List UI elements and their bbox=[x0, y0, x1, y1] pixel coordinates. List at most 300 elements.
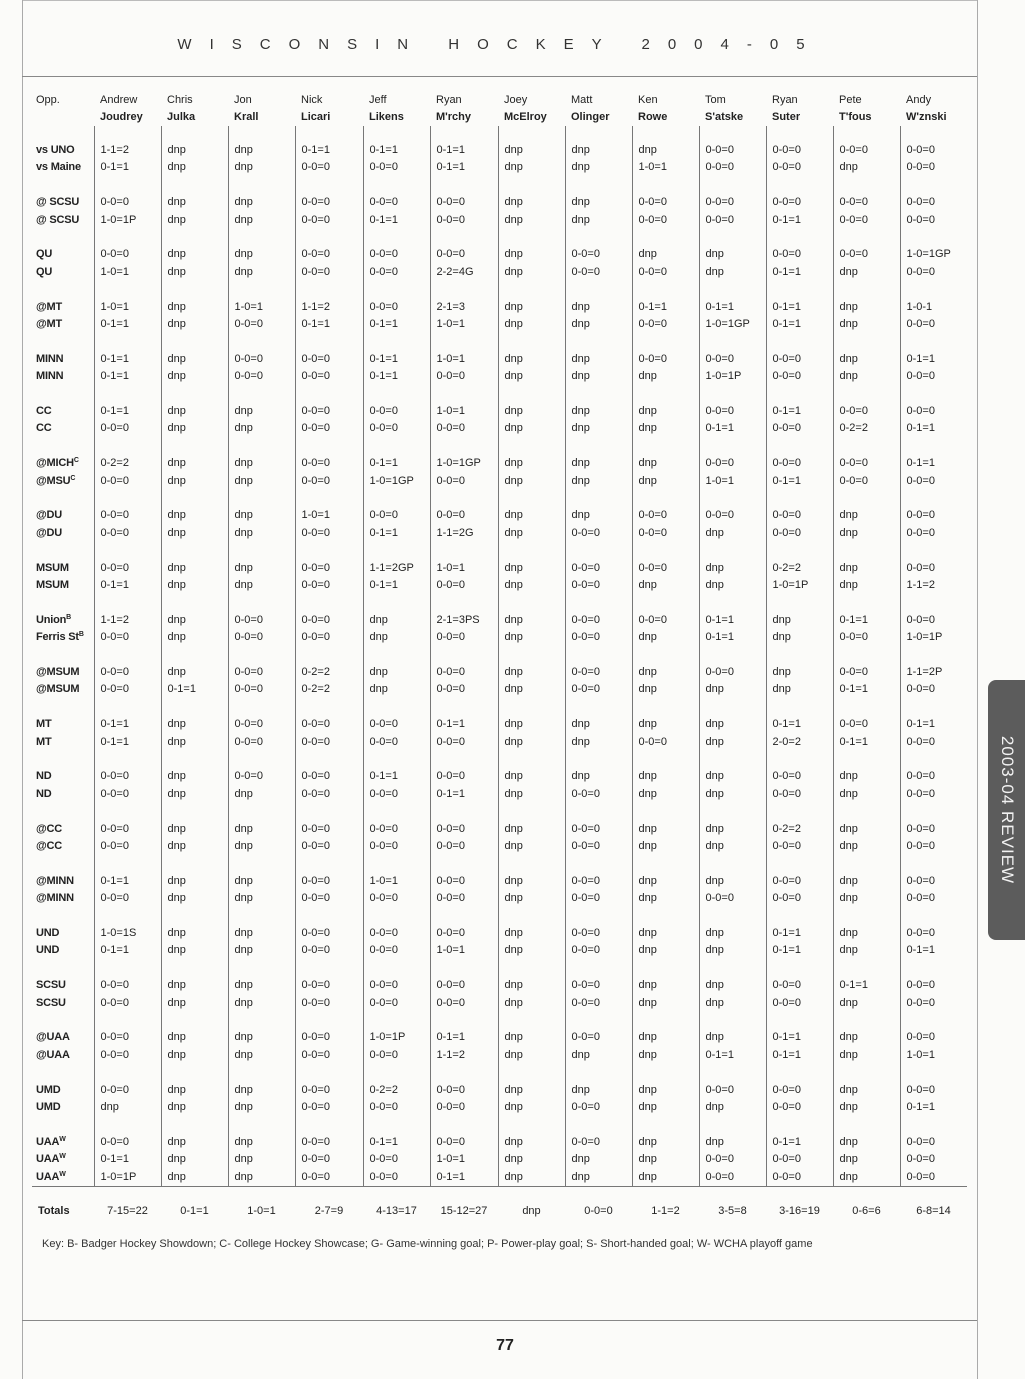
stat-cell: 1-0=1GP bbox=[430, 455, 498, 472]
header-player-first-name: Nick bbox=[301, 94, 323, 106]
opponent-cell bbox=[32, 995, 94, 1012]
stat-cell: 0-1=1 bbox=[363, 142, 430, 159]
opponent-name: @DU bbox=[36, 526, 63, 539]
group-spacer bbox=[32, 594, 967, 611]
stat-cell: 0-0=0 bbox=[565, 1099, 632, 1116]
stat-cell: 0-0=0 bbox=[900, 1029, 967, 1046]
opponent-cell bbox=[32, 299, 94, 316]
stat-cell: 1-1=2P bbox=[900, 664, 967, 681]
stat-cell: 0-0=0 bbox=[565, 577, 632, 594]
stat-cell: dnp bbox=[161, 821, 228, 838]
group-spacer bbox=[32, 490, 967, 507]
stat-cell: dnp bbox=[833, 368, 900, 385]
stat-cell: dnp bbox=[228, 403, 295, 420]
stat-cell: dnp bbox=[699, 838, 766, 855]
stat-cell: dnp bbox=[498, 577, 565, 594]
group-spacer bbox=[32, 1012, 967, 1029]
opponent-name: @MSU bbox=[36, 474, 71, 487]
stat-cell: dnp bbox=[161, 1029, 228, 1046]
stat-cell: dnp bbox=[833, 351, 900, 368]
opponent-name: @MICH bbox=[36, 457, 74, 470]
stat-cell: 0-0=0 bbox=[295, 1151, 363, 1168]
header-player-last-name: McElroy bbox=[504, 111, 547, 123]
stat-cell: dnp bbox=[699, 577, 766, 594]
stat-cell: dnp bbox=[161, 194, 228, 211]
stat-cell: 1-1=2GP bbox=[363, 560, 430, 577]
stat-cell: dnp bbox=[833, 1151, 900, 1168]
stat-cell: 1-0-1 bbox=[900, 299, 967, 316]
page-border-left bbox=[22, 0, 23, 1379]
opponent-cell bbox=[32, 316, 94, 333]
table-row bbox=[32, 525, 967, 542]
stat-cell: 0-0=0 bbox=[900, 159, 967, 176]
table-row bbox=[32, 681, 967, 698]
stat-cell: 0-0=0 bbox=[363, 194, 430, 211]
stat-cell: 0-0=0 bbox=[295, 977, 363, 994]
stat-cell: 0-0=0 bbox=[565, 560, 632, 577]
stat-cell: 0-0=0 bbox=[900, 212, 967, 229]
stat-cell: 1-0=1 bbox=[94, 264, 161, 281]
opponent-name: @ SCSU bbox=[36, 213, 80, 226]
group-spacer bbox=[32, 229, 967, 246]
stat-cell: 0-0=0 bbox=[900, 368, 967, 385]
stat-cell: 0-0=0 bbox=[766, 1151, 833, 1168]
stat-cell: 0-0=0 bbox=[900, 821, 967, 838]
stat-cell: dnp bbox=[228, 577, 295, 594]
stat-cell: 0-0=0 bbox=[363, 264, 430, 281]
stat-cell: 0-1=1 bbox=[900, 420, 967, 437]
stat-cell: dnp bbox=[228, 977, 295, 994]
stat-cell: dnp bbox=[161, 351, 228, 368]
header-player-first-name: Joey bbox=[504, 94, 528, 106]
stat-cell: 0-0=0 bbox=[94, 786, 161, 803]
stat-cell: dnp bbox=[161, 560, 228, 577]
stat-cell: dnp bbox=[498, 664, 565, 681]
total-cell: dnp bbox=[498, 1187, 565, 1221]
stat-cell: 0-0=0 bbox=[94, 768, 161, 785]
stat-cell: dnp bbox=[228, 420, 295, 437]
stat-cell: dnp bbox=[228, 142, 295, 159]
stat-cell: 0-0=0 bbox=[295, 629, 363, 646]
stat-cell: dnp bbox=[833, 560, 900, 577]
game-note-marker: W bbox=[59, 1153, 66, 1161]
stat-cell: dnp bbox=[699, 786, 766, 803]
stat-cell: 1-1=2 bbox=[900, 577, 967, 594]
stat-cell: 1-0=1 bbox=[430, 1151, 498, 1168]
stat-cell: dnp bbox=[833, 1169, 900, 1187]
total-cell: 3-16=19 bbox=[766, 1187, 833, 1221]
stat-cell: 0-0=0 bbox=[295, 995, 363, 1012]
stat-cell: dnp bbox=[833, 159, 900, 176]
stat-cell: 0-0=0 bbox=[833, 473, 900, 490]
stat-cell: dnp bbox=[161, 786, 228, 803]
stat-cell: 0-0=0 bbox=[766, 420, 833, 437]
opponent-cell bbox=[32, 716, 94, 733]
header-player-last-name: Julka bbox=[167, 111, 196, 123]
stat-cell: dnp bbox=[498, 403, 565, 420]
stat-cell: dnp bbox=[161, 873, 228, 890]
stat-cell: dnp bbox=[363, 612, 430, 629]
table-row bbox=[32, 194, 967, 211]
stat-cell: dnp bbox=[498, 351, 565, 368]
group-spacer bbox=[32, 908, 967, 925]
stat-cell: dnp bbox=[498, 507, 565, 524]
stat-cell: dnp bbox=[498, 629, 565, 646]
stat-cell: 0-0=0 bbox=[228, 612, 295, 629]
opponent-name: QU bbox=[36, 248, 53, 261]
stat-cell: dnp bbox=[498, 246, 565, 263]
stat-cell: 0-0=0 bbox=[228, 768, 295, 785]
stat-cell: dnp bbox=[161, 925, 228, 942]
stat-cell: 0-0=0 bbox=[900, 681, 967, 698]
stat-cell: 0-0=0 bbox=[430, 821, 498, 838]
stat-cell: 0-0=0 bbox=[900, 786, 967, 803]
stat-cell: 0-0=0 bbox=[94, 525, 161, 542]
header-player-first-name: Pete bbox=[839, 94, 862, 106]
stat-cell: dnp bbox=[498, 1151, 565, 1168]
stat-cell: 0-0=0 bbox=[900, 873, 967, 890]
header-player-first-name: Chris bbox=[167, 94, 193, 106]
stat-cell: dnp bbox=[161, 212, 228, 229]
stat-cell: dnp bbox=[161, 977, 228, 994]
stat-cell: 0-0=0 bbox=[632, 264, 699, 281]
stat-cell: dnp bbox=[161, 455, 228, 472]
table-row bbox=[32, 264, 967, 281]
stat-cell: 0-0=0 bbox=[94, 664, 161, 681]
stat-cell: 1-0=1 bbox=[699, 473, 766, 490]
stat-cell: dnp bbox=[228, 890, 295, 907]
group-spacer bbox=[32, 1116, 967, 1133]
table-row bbox=[32, 1047, 967, 1064]
stat-cell: dnp bbox=[498, 942, 565, 959]
stat-cell: dnp bbox=[699, 821, 766, 838]
stat-cell: 0-0=0 bbox=[699, 194, 766, 211]
stat-cell: 0-1=1 bbox=[94, 159, 161, 176]
opponent-name: @ SCSU bbox=[36, 196, 80, 209]
stat-cell: dnp bbox=[565, 473, 632, 490]
stat-cell: dnp bbox=[498, 1029, 565, 1046]
stat-cell: 0-0=0 bbox=[228, 734, 295, 751]
stat-cell: dnp bbox=[833, 1082, 900, 1099]
stat-cell: dnp bbox=[632, 368, 699, 385]
stat-cell: dnp bbox=[498, 821, 565, 838]
game-note-marker: W bbox=[59, 1135, 66, 1143]
opponent-cell bbox=[32, 1029, 94, 1046]
stat-cell: 0-0=0 bbox=[900, 142, 967, 159]
opponent-cell bbox=[32, 264, 94, 281]
stat-cell: 0-2=2 bbox=[766, 821, 833, 838]
stat-cell: dnp bbox=[565, 142, 632, 159]
stat-cell: 0-0=0 bbox=[94, 473, 161, 490]
stat-cell: 0-0=0 bbox=[699, 403, 766, 420]
stat-cell: 0-0=0 bbox=[94, 977, 161, 994]
opponent-name: @UAA bbox=[36, 1048, 70, 1061]
stat-cell: 0-1=1 bbox=[363, 768, 430, 785]
stat-cell: 0-0=0 bbox=[430, 577, 498, 594]
stat-cell: 0-0=0 bbox=[632, 507, 699, 524]
stat-cell: dnp bbox=[498, 212, 565, 229]
opponent-name: UAA bbox=[36, 1135, 60, 1148]
stat-cell: 0-0=0 bbox=[430, 1134, 498, 1151]
opponent-name: vs Maine bbox=[36, 161, 81, 174]
stat-cell: 0-0=0 bbox=[565, 786, 632, 803]
opponent-name: CC bbox=[36, 405, 52, 418]
stat-cell: 0-2=2 bbox=[833, 420, 900, 437]
total-cell: 6-8=14 bbox=[900, 1187, 967, 1221]
stat-cell: 2-1=3PS bbox=[430, 612, 498, 629]
stat-cell: 0-1=1 bbox=[363, 351, 430, 368]
stat-cell: dnp bbox=[699, 246, 766, 263]
opponent-cell bbox=[32, 612, 94, 629]
stat-cell: 0-0=0 bbox=[766, 368, 833, 385]
stat-cell: dnp bbox=[565, 403, 632, 420]
stat-cell: 0-0=0 bbox=[833, 664, 900, 681]
stat-cell: dnp bbox=[161, 612, 228, 629]
opponent-cell bbox=[32, 925, 94, 942]
table-row bbox=[32, 664, 967, 681]
stat-cell: dnp bbox=[565, 159, 632, 176]
opponent-cell bbox=[32, 212, 94, 229]
stat-cell: 0-1=1 bbox=[363, 316, 430, 333]
stat-cell: dnp bbox=[833, 316, 900, 333]
stat-cell: 0-0=0 bbox=[295, 1029, 363, 1046]
stat-cell: 1-1=2G bbox=[430, 525, 498, 542]
stat-cell: dnp bbox=[161, 1169, 228, 1187]
table-row bbox=[32, 159, 967, 176]
opponent-cell bbox=[32, 368, 94, 385]
stat-cell: dnp bbox=[498, 525, 565, 542]
stat-cell: 1-1=2 bbox=[94, 612, 161, 629]
stat-cell: 0-0=0 bbox=[632, 560, 699, 577]
stat-cell: dnp bbox=[161, 716, 228, 733]
opponent-name: QU bbox=[36, 265, 53, 278]
stat-cell: 0-0=0 bbox=[833, 403, 900, 420]
opponent-cell bbox=[32, 194, 94, 211]
total-cell: 4-13=17 bbox=[363, 1187, 430, 1221]
stat-cell: 0-0=0 bbox=[295, 1134, 363, 1151]
stat-cell: dnp bbox=[699, 716, 766, 733]
opponent-name: @MINN bbox=[36, 874, 74, 887]
stat-cell: 0-0=0 bbox=[430, 246, 498, 263]
stat-cell: 0-0=0 bbox=[565, 942, 632, 959]
stat-cell: 0-0=0 bbox=[295, 612, 363, 629]
stat-cell: 0-0=0 bbox=[766, 873, 833, 890]
table-row bbox=[32, 368, 967, 385]
stat-cell: dnp bbox=[498, 1099, 565, 1116]
group-spacer bbox=[32, 803, 967, 820]
stat-cell: 0-0=0 bbox=[766, 768, 833, 785]
group-spacer bbox=[32, 333, 967, 350]
stat-cell: 0-1=1 bbox=[94, 716, 161, 733]
stat-cell: 0-1=1 bbox=[766, 212, 833, 229]
stat-cell: 0-0=0 bbox=[363, 1047, 430, 1064]
header-player-last-name: Suter bbox=[772, 111, 801, 123]
stat-cell: 0-1=1 bbox=[833, 977, 900, 994]
stat-cell: 0-0=0 bbox=[363, 977, 430, 994]
stat-cell: 0-0=0 bbox=[766, 507, 833, 524]
stat-cell: 0-0=0 bbox=[766, 142, 833, 159]
stat-cell: dnp bbox=[766, 629, 833, 646]
opponent-name: MINN bbox=[36, 352, 64, 365]
stat-cell: 0-1=1 bbox=[363, 455, 430, 472]
stat-cell: 1-0=1 bbox=[900, 1047, 967, 1064]
totals-label: Totals bbox=[32, 1187, 94, 1221]
stat-cell: dnp bbox=[833, 995, 900, 1012]
stat-cell: 0-1=1 bbox=[766, 299, 833, 316]
stat-cell: dnp bbox=[699, 925, 766, 942]
header-player-last-name: Rowe bbox=[638, 111, 668, 123]
stat-cell: dnp bbox=[228, 455, 295, 472]
table-row bbox=[32, 316, 967, 333]
stat-cell: dnp bbox=[833, 525, 900, 542]
stat-cell: 1-0=1P bbox=[94, 212, 161, 229]
stat-cell: 0-0=0 bbox=[565, 925, 632, 942]
stat-cell: 0-0=0 bbox=[632, 194, 699, 211]
stat-cell: 0-1=1 bbox=[363, 1134, 430, 1151]
stat-cell: 0-0=0 bbox=[295, 212, 363, 229]
stat-cell: 0-0=0 bbox=[94, 681, 161, 698]
header-player-first-name: Ryan bbox=[436, 94, 462, 106]
stat-cell: 0-0=0 bbox=[363, 403, 430, 420]
opponent-name: @MSUM bbox=[36, 683, 80, 696]
totals-row bbox=[32, 1187, 967, 1221]
stat-cell: 0-0=0 bbox=[430, 507, 498, 524]
stat-cell: dnp bbox=[498, 159, 565, 176]
stat-cell: 0-0=0 bbox=[295, 716, 363, 733]
stat-cell: dnp bbox=[161, 525, 228, 542]
section-tab bbox=[988, 680, 1025, 940]
stat-cell: dnp bbox=[565, 455, 632, 472]
stat-cell: 0-1=1 bbox=[766, 1047, 833, 1064]
stat-cell: 0-1=1 bbox=[363, 577, 430, 594]
stat-cell: dnp bbox=[228, 473, 295, 490]
header-player-last-name: M'rchy bbox=[436, 111, 472, 123]
stat-cell: 0-1=1 bbox=[766, 716, 833, 733]
stat-cell: 0-0=0 bbox=[565, 821, 632, 838]
stat-cell: dnp bbox=[161, 768, 228, 785]
opponent-cell bbox=[32, 821, 94, 838]
stat-cell: 0-0=0 bbox=[430, 734, 498, 751]
stat-cell: 0-0=0 bbox=[833, 455, 900, 472]
stat-cell: dnp bbox=[161, 1134, 228, 1151]
total-cell: 3-5=8 bbox=[699, 1187, 766, 1221]
total-cell: 0-1=1 bbox=[161, 1187, 228, 1221]
stat-cell: 0-0=0 bbox=[430, 1082, 498, 1099]
stat-cell: 0-1=1 bbox=[766, 473, 833, 490]
stat-cell: 0-1=1 bbox=[430, 716, 498, 733]
opponent-cell bbox=[32, 664, 94, 681]
stat-cell: dnp bbox=[565, 507, 632, 524]
table-row bbox=[32, 942, 967, 959]
stat-cell: 0-0=0 bbox=[632, 734, 699, 751]
opponent-cell bbox=[32, 768, 94, 785]
stat-cell: dnp bbox=[94, 1099, 161, 1116]
stat-cell: dnp bbox=[228, 264, 295, 281]
stat-cell: dnp bbox=[632, 821, 699, 838]
header-opponent-blank bbox=[32, 109, 94, 126]
stat-cell: 0-1=1 bbox=[699, 612, 766, 629]
stat-cell: 0-0=0 bbox=[228, 368, 295, 385]
stat-cell: 0-1=1 bbox=[900, 1099, 967, 1116]
stat-cell: dnp bbox=[632, 1134, 699, 1151]
stat-cell: dnp bbox=[228, 1047, 295, 1064]
stat-cell: 0-1=1 bbox=[766, 1134, 833, 1151]
group-spacer bbox=[32, 1064, 967, 1081]
stat-cell: 0-1=1 bbox=[295, 142, 363, 159]
stat-cell: dnp bbox=[632, 1047, 699, 1064]
opponent-name: @MT bbox=[36, 318, 63, 331]
stat-cell: 0-0=0 bbox=[295, 264, 363, 281]
stat-cell: 0-1=1 bbox=[900, 351, 967, 368]
stat-cell: dnp bbox=[498, 768, 565, 785]
stat-cell: 0-0=0 bbox=[363, 734, 430, 751]
stat-cell: 0-1=1 bbox=[94, 351, 161, 368]
stat-cell: dnp bbox=[699, 525, 766, 542]
opponent-name: MINN bbox=[36, 370, 64, 383]
stat-cell: 0-0=0 bbox=[766, 977, 833, 994]
opponent-cell bbox=[32, 142, 94, 159]
game-note-marker: B bbox=[66, 613, 72, 621]
stat-cell: 0-0=0 bbox=[295, 560, 363, 577]
stat-cell: 0-0=0 bbox=[766, 1099, 833, 1116]
stat-cell: dnp bbox=[632, 420, 699, 437]
stat-cell: dnp bbox=[632, 925, 699, 942]
stat-cell: 0-1=1 bbox=[363, 525, 430, 542]
header-player-first-name: Tom bbox=[705, 94, 726, 106]
stat-cell: 0-0=0 bbox=[565, 525, 632, 542]
stat-cell: dnp bbox=[833, 925, 900, 942]
total-cell: 0-0=0 bbox=[565, 1187, 632, 1221]
stat-cell: 0-0=0 bbox=[833, 716, 900, 733]
game-note-marker: C bbox=[73, 457, 79, 465]
stat-cell: 0-0=0 bbox=[900, 925, 967, 942]
stat-cell: 0-0=0 bbox=[699, 1082, 766, 1099]
stat-cell: 0-0=0 bbox=[363, 159, 430, 176]
stat-cell: 0-0=0 bbox=[900, 507, 967, 524]
stat-cell: dnp bbox=[833, 838, 900, 855]
table-row bbox=[32, 1082, 967, 1099]
stat-cell: dnp bbox=[632, 403, 699, 420]
stat-cell: 0-0=0 bbox=[94, 1082, 161, 1099]
table-row bbox=[32, 507, 967, 524]
opponent-cell bbox=[32, 977, 94, 994]
stat-cell: dnp bbox=[833, 507, 900, 524]
stat-cell: 0-0=0 bbox=[295, 1099, 363, 1116]
footer-rule bbox=[22, 1320, 977, 1321]
total-cell: 1-0=1 bbox=[228, 1187, 295, 1221]
stat-cell: 0-0=0 bbox=[565, 1029, 632, 1046]
stat-cell: 0-0=0 bbox=[699, 455, 766, 472]
stat-cell: 1-0=1GP bbox=[900, 246, 967, 263]
stat-cell: 0-1=1 bbox=[766, 403, 833, 420]
stat-cell: dnp bbox=[833, 1099, 900, 1116]
stat-cell: 0-1=1 bbox=[430, 786, 498, 803]
stat-cell: dnp bbox=[161, 995, 228, 1012]
stat-cell: dnp bbox=[699, 873, 766, 890]
stat-cell: dnp bbox=[228, 1029, 295, 1046]
stat-cell: 0-0=0 bbox=[363, 890, 430, 907]
stat-cell: 0-1=1 bbox=[900, 942, 967, 959]
stat-cell: dnp bbox=[565, 212, 632, 229]
opponent-name: SCSU bbox=[36, 996, 66, 1009]
stat-cell: 0-0=0 bbox=[766, 1169, 833, 1187]
opponent-name: @DU bbox=[36, 509, 63, 522]
opponent-name: @MT bbox=[36, 300, 63, 313]
stat-cell: 0-0=0 bbox=[94, 507, 161, 524]
stat-cell: 0-1=1 bbox=[833, 734, 900, 751]
stat-cell: 0-0=0 bbox=[295, 473, 363, 490]
stat-cell: 0-0=0 bbox=[363, 925, 430, 942]
